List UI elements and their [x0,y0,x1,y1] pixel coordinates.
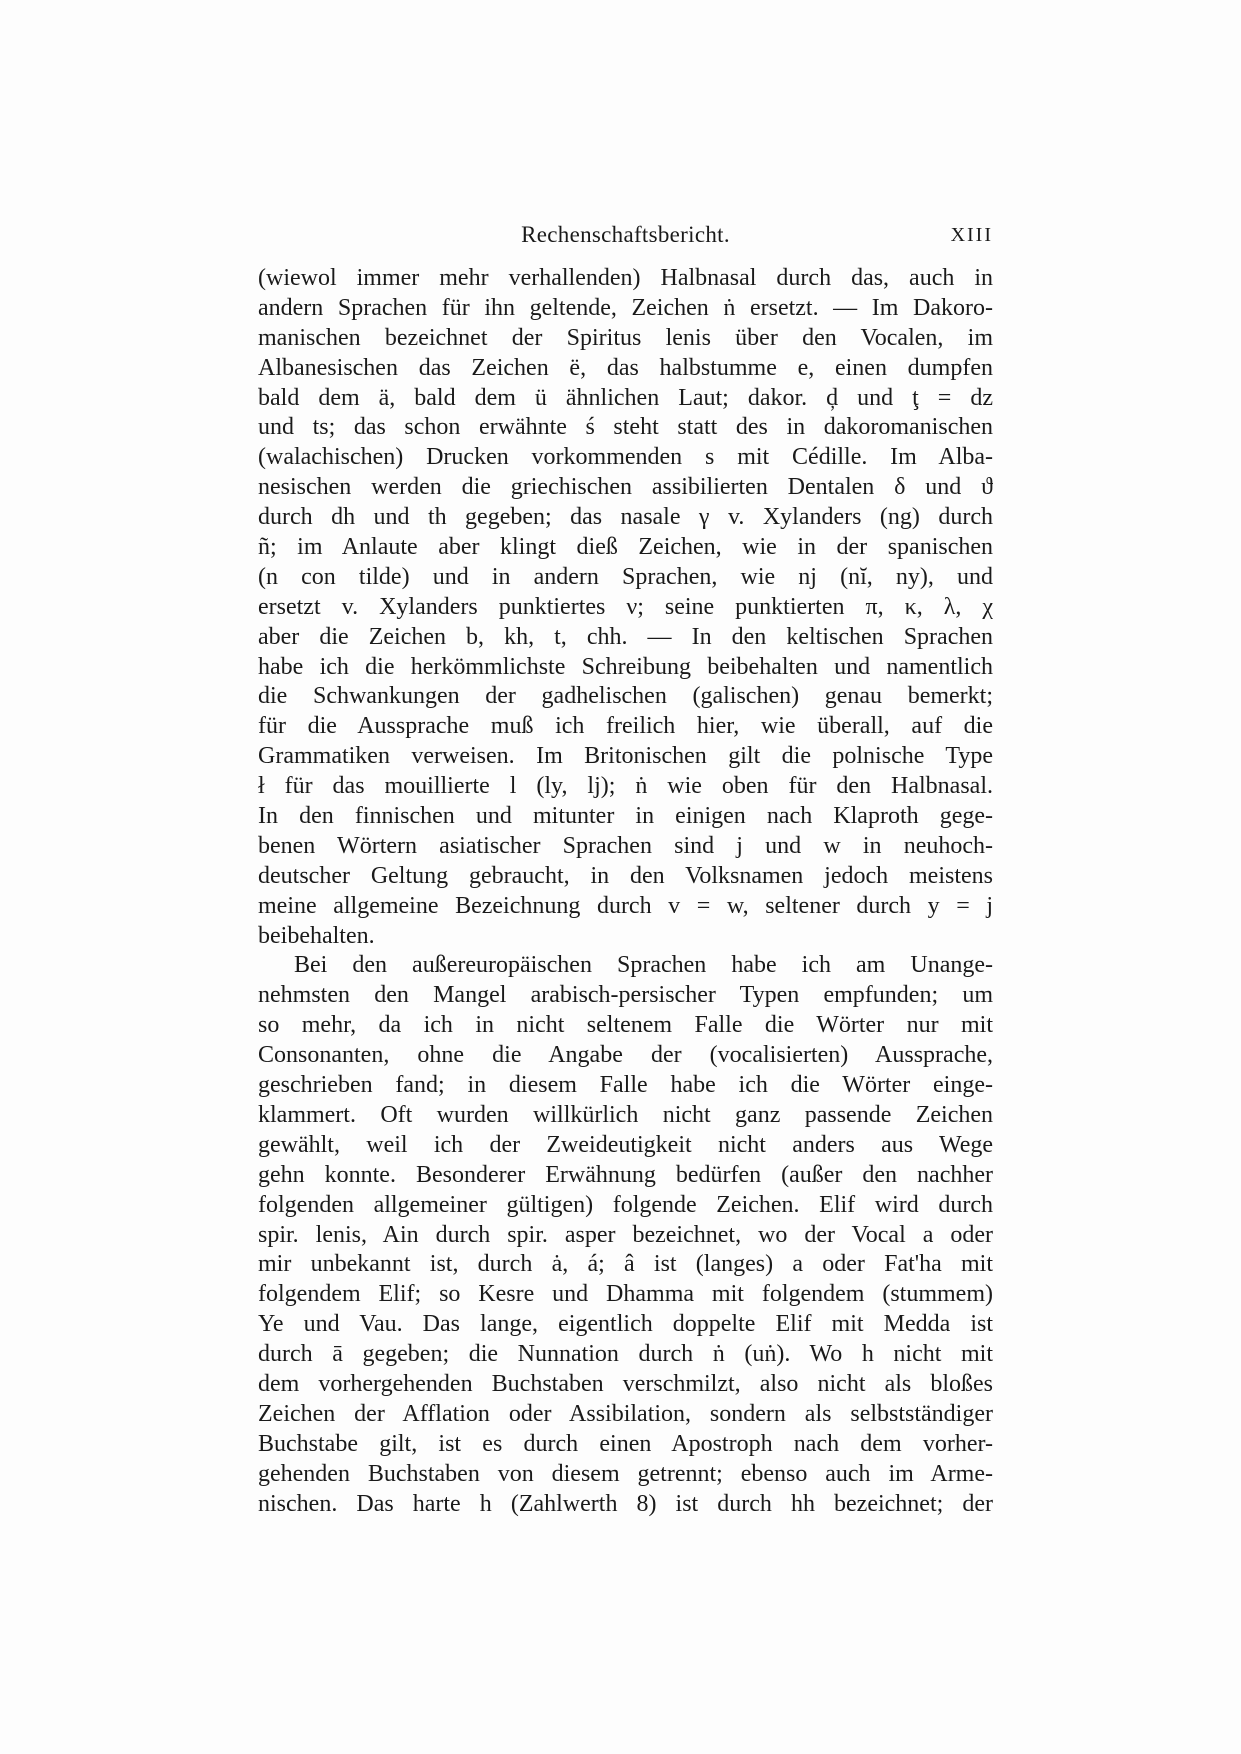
text-line: gewählt, weil ich der Zweideutigkeit nicht anders aus Wege [258,1131,993,1158]
page-number: XIII [950,224,993,246]
text-line: gehenden Buchstaben von diesem getrennt; ebenso auch im Arme- [258,1460,993,1487]
text-line: geschrieben fand; in diesem Falle habe ich die Wörter einge- [258,1072,993,1099]
text-line: meine allgemeine Bezeichnung durch v = w, seltener durch y = j [258,892,993,919]
text-line: manischen bezeichnet der Spiritus lenis über den Vocalen, im [258,324,993,351]
body-text [258,264,993,1519]
text-line: so mehr, da ich in nicht seltenem Falle die Wörter nur mit [258,1012,993,1039]
text-line: Albanesischen das Zeichen ë, das halbstumme e, einen dumpfen [258,354,993,381]
text-line: Bei den außereuropäischen Sprachen habe ich am Unange- [294,952,993,979]
paragraph-1 [258,264,993,951]
text-line: andern Sprachen für ihn geltende, Zeichen ṅ ersetzt. — Im Dakoro- [258,294,993,321]
text-line: beibehalten. [258,922,375,949]
running-title: Rechenschaftsbericht. [521,222,730,247]
text-line: folgendem Elif; so Kesre und Dhamma mit folgendem (stummem) [258,1281,993,1308]
text-line: nehmsten den Mangel arabisch-persischer Typen empfunden; um [258,982,993,1009]
text-line: gehn konnte. Besonderer Erwähnung bedürfen (außer den nachher [258,1161,993,1188]
text-line: In den finnischen und mitunter in einigen nach Klaproth gege- [258,803,993,830]
text-line: (n con tilde) und in andern Sprachen, wie nj (nĭ, ny), und [258,563,993,590]
text-line: (walachischen) Drucken vorkommenden s mit Cédille. Im Alba- [258,444,993,471]
text-line: nesischen werden die griechischen assibilierten Dentalen δ und ϑ [258,474,993,501]
text-line: Grammatiken verweisen. Im Britonischen gilt die polnische Type [258,743,993,770]
text-line: mir unbekannt ist, durch ȧ, á; â ist (langes) a oder Fat'ha mit [258,1251,993,1278]
text-line: ñ; im Anlaute aber klingt dieß Zeichen, wie in der spanischen [258,534,993,561]
paragraph-2 [258,951,993,1519]
text-line: deutscher Geltung gebraucht, in den Volksnamen jedoch meistens [258,862,993,889]
text-line: durch ā gegeben; die Nunnation durch ṅ (uṅ). Wo h nicht mit [258,1341,993,1368]
text-line: ł für das mouillierte l (ly, lj); ṅ wie oben für den Halbnasal. [258,773,993,800]
text-line: habe ich die herkömmlichste Schreibung beibehalten und namentlich [258,653,993,680]
text-line: die Schwankungen der gadhelischen (galischen) genau bemerkt; [258,683,993,710]
text-line: spir. lenis, Ain durch spir. asper bezeichnet, wo der Vocal a oder [258,1221,993,1248]
text-line: (wiewol immer mehr verhallenden) Halbnasal durch das, auch in [258,265,993,291]
text-line: Buchstabe gilt, ist es durch einen Apostroph nach dem vorher- [258,1430,993,1457]
text-line: folgenden allgemeiner gültigen) folgende Zeichen. Elif wird durch [258,1191,993,1218]
text-line: Zeichen der Afflation oder Assibilation, sondern als selbstständiger [258,1400,993,1427]
text-line: benen Wörtern asiatischer Sprachen sind j und w in neuhoch- [258,832,993,859]
text-line: dem vorhergehenden Buchstaben verschmilzt, also nicht als bloßes [258,1370,993,1397]
text-line: durch dh und th gegeben; das nasale γ v. Xylanders (ng) durch [258,504,993,531]
text-line: ersetzt v. Xylanders punktiertes ν; seine punktierten π, κ, λ, χ [258,593,993,620]
page-header [258,222,993,254]
text-line: nischen. Das harte h (Zahlwerth 8) ist durch hh bezeichnet; der [258,1490,993,1517]
text-line: für die Aussprache muß ich freilich hier, wie überall, auf die [258,713,993,740]
text-line: Consonanten, ohne die Angabe der (vocalisierten) Aussprache, [258,1042,993,1069]
text-line: und ts; das schon erwähnte ś steht statt des in dakoromanischen [258,414,993,441]
text-line: klammert. Oft wurden willkürlich nicht ganz passende Zeichen [258,1101,993,1128]
text-line: aber die Zeichen b, kh, t, chh. — In den keltischen Sprachen [258,623,993,650]
text-line: Ye und Vau. Das lange, eigentlich doppelte Elif mit Medda ist [258,1311,993,1338]
text-line: bald dem ä, bald dem ü ähnlichen Laut; dakor. ḑ und ţ = dz [258,384,993,411]
